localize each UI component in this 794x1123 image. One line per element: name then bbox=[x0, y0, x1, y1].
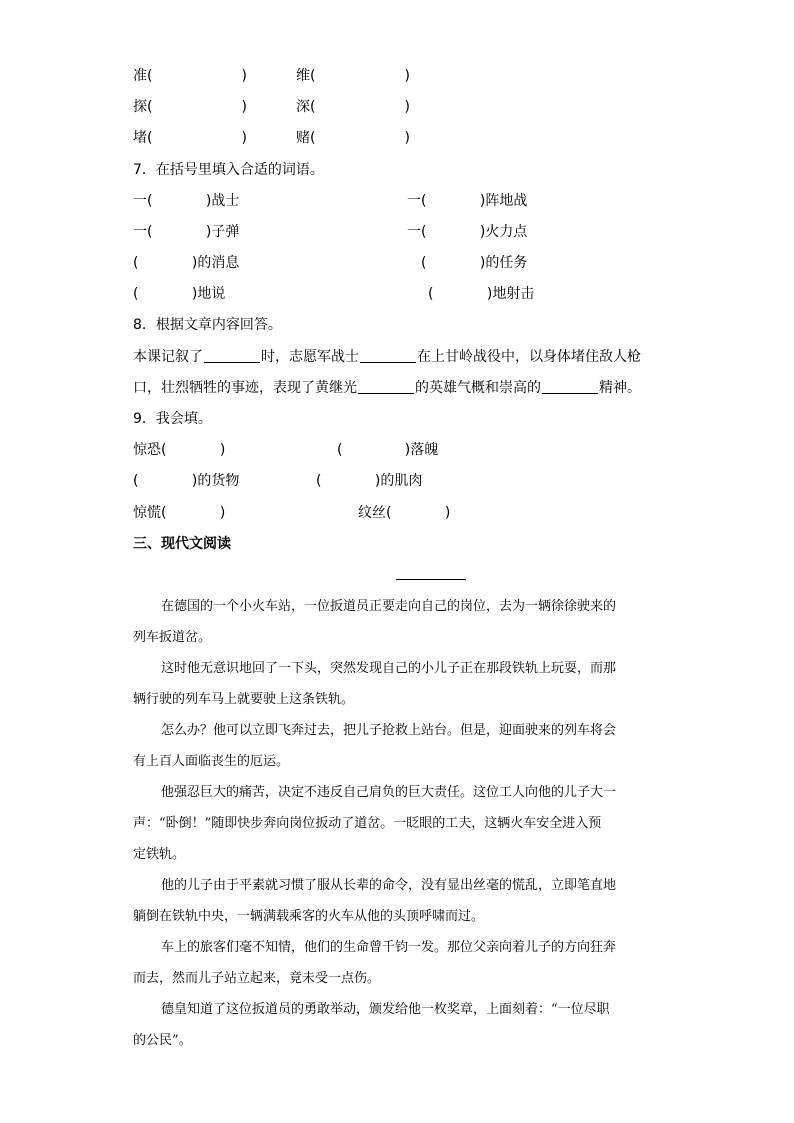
q6-answer-blank[interactable]: ( ) bbox=[310, 130, 410, 146]
q6-char: 维 bbox=[296, 68, 310, 84]
story-line: 他强忍巨大的痛苦，决定不违反自己肩负的巨大责任。这位工人向他的儿子大一 bbox=[161, 785, 617, 800]
story-line: 有上百人面临丧生的厄运。 bbox=[133, 754, 290, 769]
q8-text: 本课记叙了 bbox=[133, 349, 203, 365]
q8-line-2 bbox=[133, 378, 641, 398]
q6-answer-blank[interactable]: ( ) bbox=[147, 68, 247, 84]
story-line: 车上的旅客们毫不知情，他们的生命曾千钧一发。那位父亲向着儿子的方向狂奔 bbox=[161, 940, 617, 955]
q9-item[interactable]: 惊恐( ) bbox=[133, 442, 226, 458]
story-line: 列车扳道岔。 bbox=[133, 630, 212, 645]
q6-char: 准 bbox=[133, 68, 147, 84]
story-line: 德皇知道了这位扳道员的勇敢举动，颁发给他一枚奖章，上面刻着：“一位尽职 bbox=[161, 1002, 610, 1017]
q9-item[interactable]: ( )落魄 bbox=[337, 442, 439, 458]
q8-text: 在上甘岭战役中，以身体堵住敌人枪 bbox=[417, 349, 641, 365]
q7-title: 7．在括号里填入合适的词语。 bbox=[133, 162, 324, 178]
q6-answer-blank[interactable]: ( ) bbox=[310, 68, 410, 84]
story-line: 定铁轨。 bbox=[133, 847, 186, 862]
story-line: 辆行驶的列车马上就要驶上这条铁轨。 bbox=[133, 692, 355, 707]
q6-answer-blank[interactable]: ( ) bbox=[147, 130, 247, 146]
q8-text: 精神。 bbox=[599, 380, 641, 396]
q8-text: 时，志愿军战士 bbox=[261, 349, 359, 365]
q6-answer-blank[interactable]: ( ) bbox=[310, 99, 410, 115]
q7-item[interactable]: ( )的消息 bbox=[133, 255, 240, 271]
story-line: 他的儿子由于平素就习惯了服从长辈的命令，没有显出丝毫的慌乱，立即笔直地 bbox=[161, 878, 617, 893]
q8-blank[interactable] bbox=[360, 348, 416, 363]
q6-row-3-right bbox=[296, 128, 410, 148]
q9-item[interactable]: 惊慌( ) bbox=[133, 505, 226, 521]
q6-row-2-left bbox=[133, 97, 247, 117]
q8-line-1 bbox=[133, 347, 641, 367]
q9-item[interactable]: 纹丝( ) bbox=[358, 505, 451, 521]
q7-item[interactable]: ( )的任务 bbox=[421, 255, 528, 271]
story-line: 声：“卧倒！”随即快步奔向岗位扳动了道岔。一眨眼的工夫，这辆火车安全进入预 bbox=[133, 816, 602, 831]
q8-blank[interactable] bbox=[204, 348, 260, 363]
q8-blank[interactable] bbox=[358, 379, 414, 394]
q6-char: 探 bbox=[133, 99, 147, 115]
section-heading: 三、现代文阅读 bbox=[133, 536, 231, 552]
q7-item[interactable]: 一( )子弹 bbox=[133, 224, 240, 240]
q6-char: 深 bbox=[296, 99, 310, 115]
q6-answer-blank[interactable]: ( ) bbox=[147, 99, 247, 115]
q6-row-2-right bbox=[296, 97, 410, 117]
q6-row-1-right bbox=[296, 66, 410, 86]
q7-item[interactable]: ( )地说 bbox=[133, 286, 226, 302]
q7-item[interactable]: 一( )火力点 bbox=[407, 224, 528, 240]
story-title-blank[interactable] bbox=[396, 579, 466, 580]
story-line: 的公民”。 bbox=[133, 1033, 192, 1048]
q9-item[interactable]: ( )的货物 bbox=[133, 473, 240, 489]
story-line: 躺倒在铁轨中央，一辆满载乘客的火车从他的头顶呼啸而过。 bbox=[133, 909, 485, 924]
q6-char: 赌 bbox=[296, 130, 310, 146]
q8-text: 的英雄气概和崇高的 bbox=[415, 380, 541, 396]
story-line: 怎么办？他可以立即飞奔过去，把儿子抢救上站台。但是，迎面驶来的列车将会 bbox=[161, 723, 617, 738]
q7-item[interactable]: 一( )战士 bbox=[133, 193, 240, 209]
story-line: 在德国的一个小火车站，一位扳道员正要走向自己的岗位，去为一辆徐徐驶来的 bbox=[161, 599, 617, 614]
q9-item[interactable]: ( )的肌肉 bbox=[316, 473, 423, 489]
q6-row-3-left bbox=[133, 128, 247, 148]
q9-title: 9．我会填。 bbox=[133, 411, 212, 427]
story-line: 这时他无意识地回了一下头，突然发现自己的小儿子正在那段铁轨上玩耍，而那 bbox=[161, 661, 617, 676]
q6-row-1-left bbox=[133, 66, 247, 86]
story-line: 而去，然而儿子站立起来，竟未受一点伤。 bbox=[133, 971, 381, 986]
q7-item[interactable]: 一( )阵地战 bbox=[407, 193, 528, 209]
q8-text: 口，壮烈牺牲的事迹，表现了黄继光 bbox=[133, 380, 357, 396]
q8-blank[interactable] bbox=[542, 379, 598, 394]
q7-item[interactable]: ( )地射击 bbox=[428, 286, 535, 302]
q8-title: 8．根据文章内容回答。 bbox=[133, 317, 282, 333]
q6-char: 堵 bbox=[133, 130, 147, 146]
